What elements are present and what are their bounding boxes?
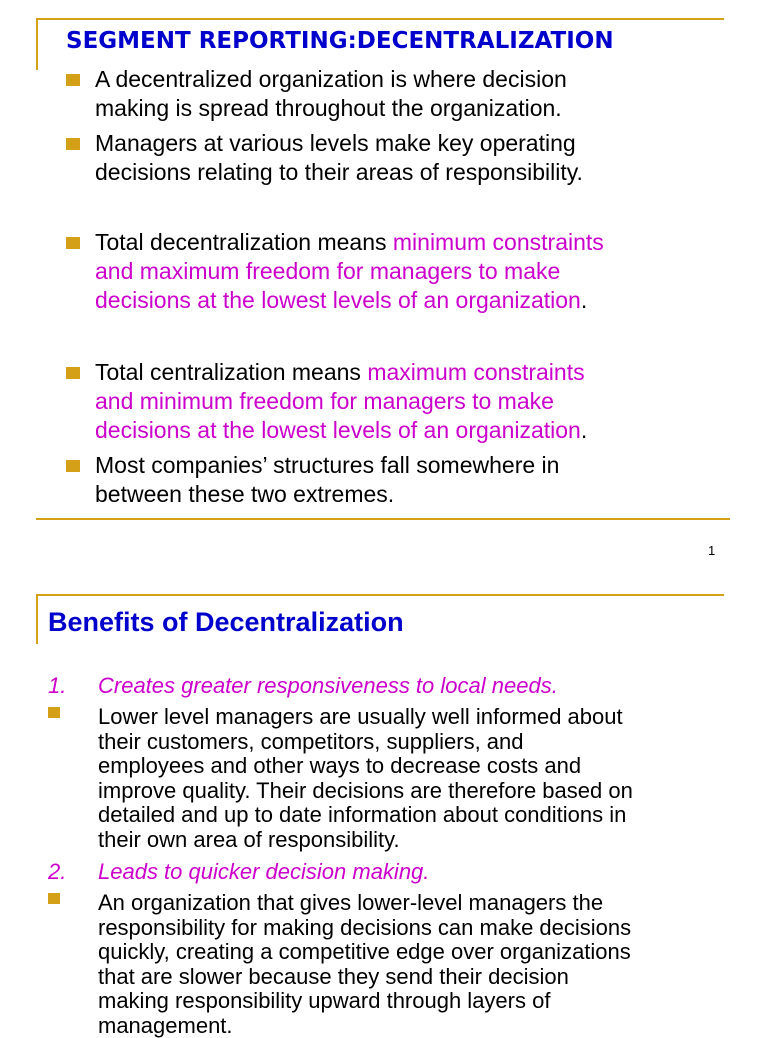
paragraph-line: making responsibility upward through layers of <box>98 989 550 1014</box>
slide-title: Benefits of Decentralization <box>48 605 404 639</box>
highlighted-text: decisions at the lowest levels of an organization <box>95 417 581 443</box>
top-rule <box>36 594 724 596</box>
bullet-text: . <box>581 287 587 313</box>
paragraph-line: An organization that gives lower-level managers the <box>98 891 603 916</box>
bullet-text-line <box>95 387 554 416</box>
paragraph-line: that are slower because they send their decision <box>98 965 569 990</box>
bullet-text-line <box>95 358 585 387</box>
paragraph-line: their own area of responsibility. <box>98 828 400 853</box>
paragraph-line: management. <box>98 1014 233 1038</box>
bullet-text: Managers at various levels make key operating <box>95 130 576 156</box>
highlighted-text: minimum constraints <box>393 229 604 255</box>
page-number: 1 <box>708 543 715 559</box>
bullet-marker <box>66 237 80 249</box>
highlighted-text: maximum constraints <box>367 359 584 385</box>
bullet-text-line <box>95 257 560 286</box>
bullet-marker <box>66 74 80 86</box>
bullet-text-line <box>95 228 604 257</box>
paragraph-line: Lower level managers are usually well informed about <box>98 705 623 730</box>
bullet-text-line <box>95 94 562 123</box>
top-rule <box>36 18 724 20</box>
bullet-text: . <box>581 417 587 443</box>
bullet-text-line <box>95 65 567 94</box>
paragraph-line: detailed and up to date information about conditions in <box>98 803 626 828</box>
highlighted-text: and maximum freedom for managers to make <box>95 258 560 284</box>
bullet-text: A decentralized organization is where decision <box>95 66 567 92</box>
bullet-marker <box>48 707 60 718</box>
paragraph-line: their customers, competitors, suppliers, and <box>98 730 524 755</box>
title-left-rule <box>36 594 38 644</box>
bullet-marker <box>66 367 80 379</box>
item-number: 1. <box>48 673 66 699</box>
paragraph-line: employees and other ways to decrease costs and <box>98 754 581 779</box>
item-heading: Creates greater responsiveness to local needs. <box>98 673 558 699</box>
bottom-rule <box>36 518 730 520</box>
bullet-text-line <box>95 158 583 187</box>
bullet-text-line <box>95 451 559 480</box>
paragraph-line: improve quality. Their decisions are therefore based on <box>98 779 633 804</box>
title-left-rule <box>36 18 38 70</box>
bullet-text: decisions relating to their areas of responsibility. <box>95 159 583 185</box>
bullet-text: Most companies’ structures fall somewhere in <box>95 452 559 478</box>
highlighted-text: and minimum freedom for managers to make <box>95 388 554 414</box>
bullet-text-line <box>95 129 576 158</box>
bullet-text: making is spread throughout the organization. <box>95 95 562 121</box>
bullet-text: Total decentralization means <box>95 229 393 255</box>
bullet-text-line <box>95 480 394 509</box>
bullet-marker <box>66 138 80 150</box>
bullet-text: Total centralization means <box>95 359 367 385</box>
paragraph-line: quickly, creating a competitive edge over organizations <box>98 940 631 965</box>
highlighted-text: decisions at the lowest levels of an organization <box>95 287 581 313</box>
bullet-text-line <box>95 416 587 445</box>
slide-title: SEGMENT REPORTING:DECENTRALIZATION <box>66 26 666 56</box>
bullet-text-line <box>95 286 587 315</box>
bullet-marker <box>48 893 60 904</box>
item-number: 2. <box>48 859 66 885</box>
item-heading: Leads to quicker decision making. <box>98 859 429 885</box>
bullet-text: between these two extremes. <box>95 481 394 507</box>
bullet-marker <box>66 460 80 472</box>
paragraph-line: responsibility for making decisions can make decisions <box>98 916 631 941</box>
